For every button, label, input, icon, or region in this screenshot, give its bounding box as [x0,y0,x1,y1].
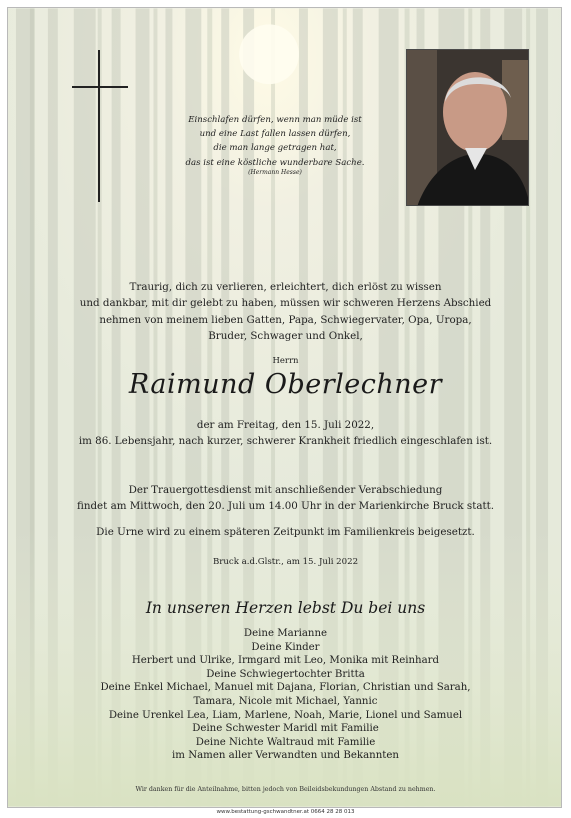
death-line: im 86. Lebensjahr, nach kurzer, schwerer Krankheit friedlich eingeschlafen ist. [78,435,493,448]
intro-text [40,279,531,344]
family-line: im Namen aller Verwandten und Bekannten [172,750,399,762]
family-line: Deine Nichte Waltraud mit Familie [195,736,376,748]
quote-author: (Hermann Hesse) [248,168,302,176]
thanks-note: Wir danken für die Anteilnahme, bitten jedoch von Beileidsbekundungen Abstand zu nehmen. [135,786,436,793]
intro-line: Bruder, Schwager und Onkel, [208,329,363,342]
family-line: Deine Urenkel Lea, Liam, Marlene, Noah, Marie, Lionel und Samuel [108,709,463,721]
death-text [40,417,531,450]
intro-line: und dankbar, mit dir gelebt zu haben, müssen wir schweren Herzens Abschied [79,297,492,310]
family-line: Tamara, Nicole mit Michael, Yannic [193,695,378,707]
family-line: Deine Schwiegertochter Britta [206,668,365,680]
family-list [40,627,531,763]
family-line: Deine Schwester Maridl mit Familie [192,723,379,735]
service-line: findet am Mittwoch, den 20. Juli um 14.00 Uhr in der Marienkirche Bruck statt. [76,500,495,513]
quote-line: und eine Last fallen lassen dürfen, [199,129,351,140]
family-line: Deine Enkel Michael, Manuel mit Dajana, Florian, Christian und Sarah, [100,682,471,694]
quote-line: die man lange getragen hat, [213,143,337,154]
place-date: Bruck a.d.Glstr., am 15. Juli 2022 [212,557,359,567]
family-line: Deine Marianne [243,628,328,639]
cross-icon [72,50,128,202]
family-line: Deine Kinder [251,641,320,653]
footer-contact: www.bestattung-gschwandtner.at 0664 28 28 013 [216,809,355,815]
quote-line: das ist eine köstliche wunderbare Sache. [185,157,365,168]
hesse-quote [150,113,400,178]
service-line: Der Trauergottesdienst mit anschließender Verabschiedung [128,484,443,496]
portrait-photo [406,49,529,206]
heart-line: In unseren Herzen lebst Du bei uns [145,599,426,617]
urn-text: Die Urne wird zu einem späteren Zeitpunkt im Familienkreis beigesetzt. [96,526,475,538]
intro-line: Traurig, dich zu verlieren, erleichtert, dich erlöst zu wissen [129,281,442,293]
deceased-name: Raimund Oberlechner [128,369,443,400]
death-line: der am Freitag, den 15. Juli 2022, [196,419,375,431]
intro-line: nehmen von meinem lieben Gatten, Papa, Schwiegervater, Opa, Uropa, [99,313,472,326]
family-line: Herbert und Ulrike, Irmgard mit Leo, Monika mit Reinhard [131,655,440,667]
quote-line: Einschlafen dürfen, wenn man müde ist [188,115,362,125]
service-text [40,482,531,515]
salutation: Herrn [272,356,299,366]
